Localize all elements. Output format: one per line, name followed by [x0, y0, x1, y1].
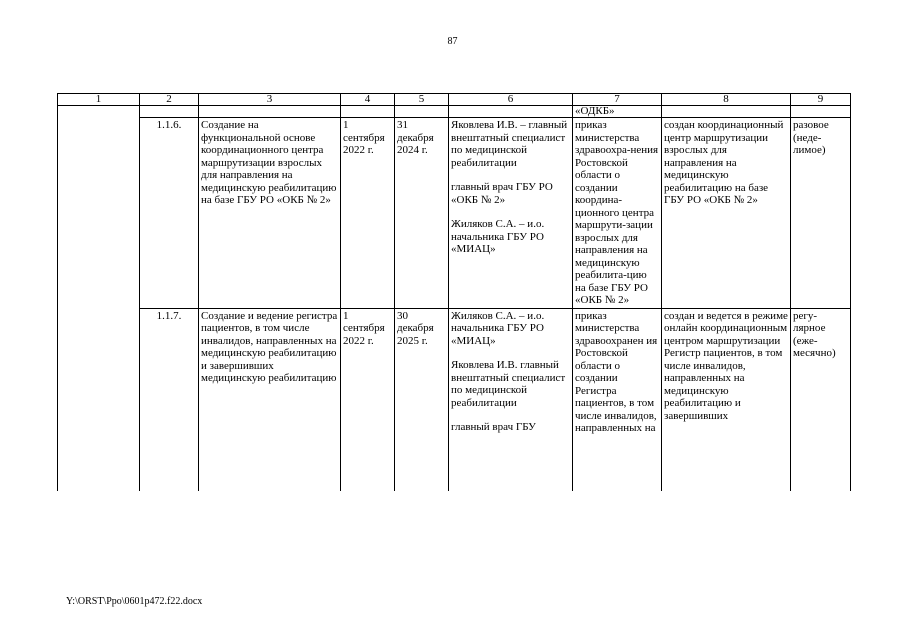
group-cell	[58, 106, 140, 491]
row-result: создан координационный центр маршрутизации взрослых для направления на медицинскую реабилитацию на базе ГБУ РО «ОКБ № 2»	[662, 118, 791, 309]
col-header-7: 7	[573, 94, 662, 106]
row-end-date: 30 декабря 2025 г.	[395, 308, 449, 491]
col-header-1: 1	[58, 94, 140, 106]
responsible-3: главный врач ГБУ	[451, 421, 536, 433]
col-header-6: 6	[449, 94, 573, 106]
row-number: 1.1.7.	[140, 308, 199, 491]
table-row	[58, 118, 851, 309]
responsible-2: Яковлева И.В. главный внештатный специалист по медицинской реабилитации	[451, 359, 566, 409]
row-responsible	[449, 118, 573, 309]
continuation-text: «ОДКБ»	[573, 106, 662, 118]
responsible-1: Яковлева И.В. – главный внештатный специалист по медицинской реабилитации	[451, 119, 568, 169]
row-responsible	[449, 308, 573, 491]
row-end-date: 31 декабря 2024 г.	[395, 118, 449, 309]
col-header-3: 3	[199, 94, 341, 106]
col-header-4: 4	[341, 94, 395, 106]
responsible-1: Жиляков С.А. – и.о. начальника ГБУ РО «МИАЦ»	[451, 309, 545, 347]
col-header-8: 8	[662, 94, 791, 106]
table-row	[58, 308, 851, 491]
row-start-date: 1 сентября 2022 г.	[341, 308, 395, 491]
row-type: разовое (неде-лимое)	[791, 118, 851, 309]
row-name: Создание и ведение регистра пациентов, в том числе инвалидов, направленных на медицинскую реабилитацию и завершивших медицинскую реабилитацию	[199, 308, 341, 491]
row-type: регу-лярное (еже-месячно)	[791, 308, 851, 491]
responsible-3: Жиляков С.А. – и.о. начальника ГБУ РО «МИАЦ»	[451, 218, 545, 255]
responsible-2: главный врач ГБУ РО «ОКБ № 2»	[451, 181, 553, 206]
col-header-5: 5	[395, 94, 449, 106]
row-document: приказ министерства здравоохранен ия Ростовской области о создании Регистра пациентов, в том числе инвалидов, направленных на	[573, 308, 662, 491]
col-header-9: 9	[791, 94, 851, 106]
row-document: приказ министерства здравоохра-нения Ростовской области о создании координа-ционного центра маршрути-зации взрослых для направления на медицинскую реабилита-цию на базе ГБУ РО «ОКБ № 2»	[573, 118, 662, 309]
col-header-2: 2	[140, 94, 199, 106]
page-number: 87	[447, 36, 458, 47]
row-result: создан и ведется в режиме онлайн координационным центром маршрутизации Регистр пациентов, в том числе инвалидов, направленных на медицинскую реабилитацию и завершивших	[662, 308, 791, 491]
file-path-footer: Y:\ORST\Ppo\0601p472.f22.docx	[66, 596, 203, 607]
continuation-row	[58, 106, 851, 118]
row-number: 1.1.6.	[140, 118, 199, 309]
row-name: Создание на функциональной основе координационного центра маршрутизации взрослых для направления на медицинскую реабилитацию на базе ГБУ РО «ОКБ № 2»	[199, 118, 341, 309]
row-start-date: 1 сентября 2022 г.	[341, 118, 395, 309]
plan-table	[57, 93, 851, 491]
header-row	[58, 94, 851, 106]
